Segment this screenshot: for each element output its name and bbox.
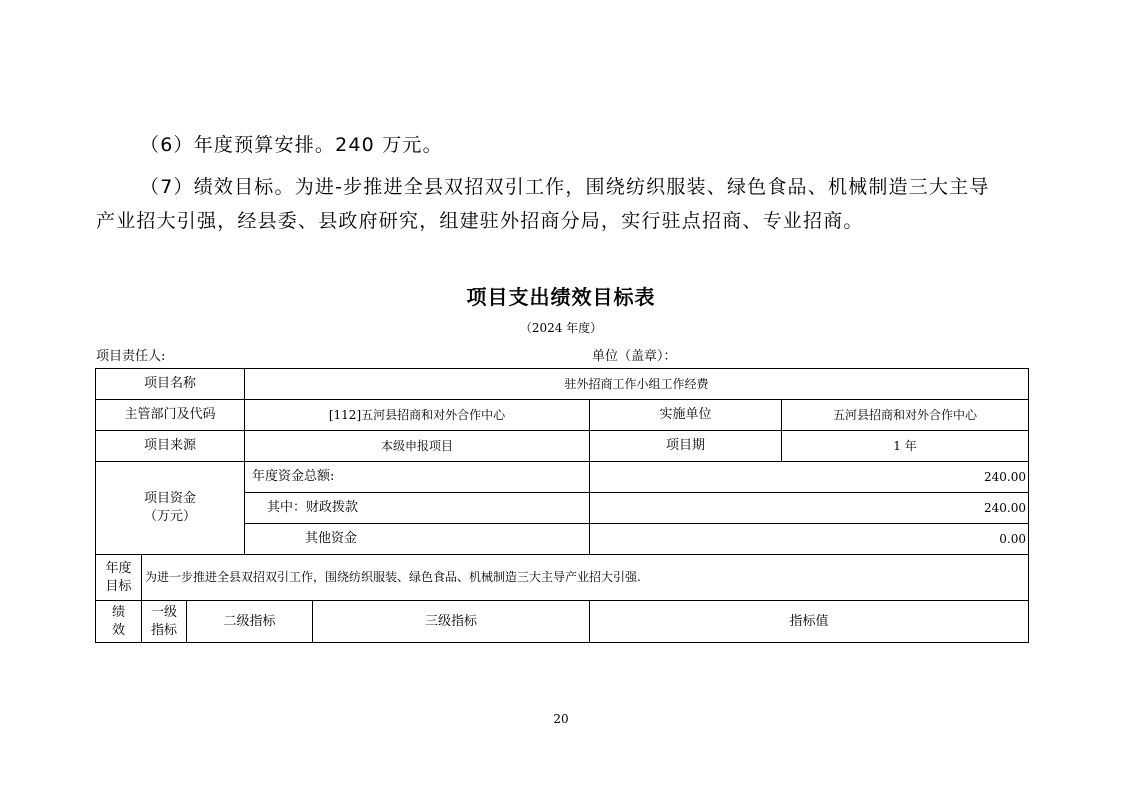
performance-label-line2: 效 bbox=[111, 622, 125, 638]
goal-label-line1: 年度 bbox=[105, 560, 132, 576]
project-period-label: 项目期 bbox=[590, 431, 782, 462]
other-funds-label: 其他资金 bbox=[245, 524, 590, 555]
level1-indicator-header bbox=[142, 601, 187, 643]
fiscal-funding-label: 其中：财政拨款 bbox=[245, 493, 590, 524]
project-period-value: 1 年 bbox=[782, 431, 1029, 462]
performance-goal-table bbox=[95, 368, 1029, 643]
project-funds-label bbox=[96, 462, 245, 555]
table-row bbox=[96, 555, 1029, 601]
department-label: 主管部门及代码 bbox=[96, 400, 245, 431]
year-note: （2024 年度） bbox=[519, 321, 603, 335]
goal-paragraph-line1: （7）绩效目标。为进-步推进全县双招双引工作，围绕纺织服装、绿色食品、机械制造三大主导 bbox=[140, 176, 990, 198]
funds-label-line1: 项目资金 bbox=[143, 491, 196, 507]
unit-seal-label: 单位（盖章）： bbox=[592, 349, 677, 364]
level1-line1: 一级 bbox=[150, 604, 177, 620]
performance-label-line1: 绩 bbox=[111, 604, 125, 620]
project-source-label: 项目来源 bbox=[96, 431, 245, 462]
table-title: 项目支出绩效目标表 bbox=[466, 285, 656, 309]
table-row bbox=[96, 431, 1029, 462]
table-row bbox=[96, 369, 1029, 400]
level2-indicator-header: 二级指标 bbox=[187, 601, 313, 643]
page-number: 20 bbox=[553, 712, 569, 726]
performance-label bbox=[96, 601, 142, 643]
project-name-label: 项目名称 bbox=[96, 369, 245, 400]
responsible-person-label: 项目责任人: bbox=[96, 349, 166, 364]
project-source-value: 本级申报项目 bbox=[245, 431, 590, 462]
annual-goal-label bbox=[96, 555, 142, 601]
budget-paragraph: （6）年度预算安排。240 万元。 bbox=[140, 134, 443, 156]
implementer-value: 五河县招商和对外合作中心 bbox=[782, 400, 1029, 431]
department-value: [112]五河县招商和对外合作中心 bbox=[245, 400, 590, 431]
implementer-label: 实施单位 bbox=[590, 400, 782, 431]
table-row bbox=[96, 601, 1029, 643]
goal-paragraph-line2: 产业招大引强，经县委、县政府研究，组建驻外招商分局，实行驻点招商、专业招商。 bbox=[96, 210, 864, 232]
indicator-value-header: 指标值 bbox=[590, 601, 1029, 643]
project-name-value: 驻外招商工作小组工作经费 bbox=[245, 369, 1029, 400]
table-row bbox=[96, 400, 1029, 431]
table-row bbox=[96, 462, 1029, 493]
other-funds-value: 0.00 bbox=[590, 524, 1029, 555]
fiscal-funding-value: 240.00 bbox=[590, 493, 1029, 524]
annual-goal-value: 为进一步推进全县双招双引工作，围绕纺织服装、绿色食品、机械制造三大主导产业招大引强. bbox=[142, 555, 1029, 601]
level3-indicator-header: 三级指标 bbox=[313, 601, 590, 643]
level1-line2: 指标 bbox=[150, 622, 177, 638]
funds-label-line2: （万元） bbox=[143, 509, 196, 524]
annual-total-value: 240.00 bbox=[590, 462, 1029, 493]
goal-label-line2: 目标 bbox=[105, 578, 132, 594]
annual-total-label: 年度资金总额: bbox=[245, 462, 590, 493]
